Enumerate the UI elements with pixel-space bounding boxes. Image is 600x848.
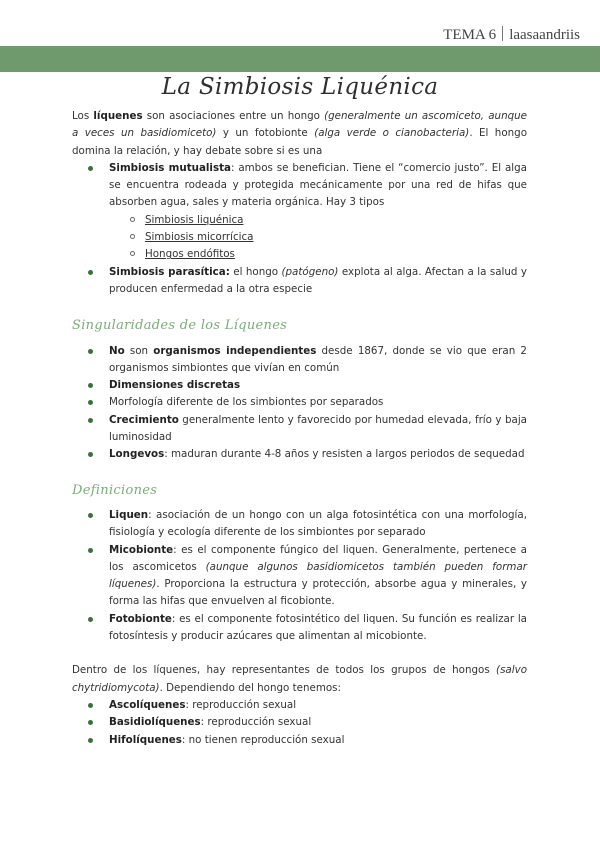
definiciones-list bbox=[72, 507, 527, 645]
list-item: Dimensiones discretas bbox=[72, 377, 527, 394]
list-item: Liquen: asociación de un hongo con un alga fotosintética con una morfología, fisiología y ecología diferente de los simbiontes por separado bbox=[72, 507, 527, 542]
list-item: Simbiosis parasítica: el hongo (patógeno) explota al alga. Afectan a la salud y producen enfermedad a la otra especie bbox=[72, 264, 527, 299]
bullet-icon bbox=[88, 400, 93, 405]
list-item: Morfología diferente de los simbiontes por separados bbox=[72, 394, 527, 411]
link-simbiosis-liquenica[interactable]: Simbiosis liquénica bbox=[145, 213, 244, 226]
list-item: Micobionte: es el componente fúngico del liquen. Generalmente, pertenece a los ascomicetos (aunque algunos basidiomicetos también pueden formar líquenes). Proporciona la estructura y protección, absorbe agua y minerales, y forma las hifas que envuelven al ficobionte. bbox=[72, 542, 527, 611]
list-item: Longevos: maduran durante 4-8 años y resisten a largos periodos de sequedad bbox=[72, 446, 527, 463]
grupos-paragraph: Dentro de los líquenes, hay representantes de todos los grupos de hongos (salvo chytridiomycota). Dependiendo del hongo tenemos: bbox=[72, 664, 527, 694]
symbiosis-list bbox=[72, 160, 527, 298]
bullet-icon bbox=[88, 383, 93, 388]
list-item: No son organismos independientes desde 1867, donde se vio que eran 2 organismos simbiontes que vivían en común bbox=[72, 343, 527, 378]
bullet-icon bbox=[88, 452, 93, 457]
link-hongos-endofitos[interactable]: Hongos endófitos bbox=[145, 248, 235, 261]
grupos-list bbox=[72, 697, 527, 749]
symbiosis-types-list bbox=[109, 212, 527, 264]
list-item: Basidiolíquenes: reproducción sexual bbox=[72, 714, 527, 731]
list-item: Crecimiento generalmente lento y favorecido por humedad elevada, frío y baja luminosidad bbox=[72, 412, 527, 447]
header-band bbox=[0, 46, 600, 72]
bullet-icon bbox=[88, 720, 93, 725]
header-separator bbox=[502, 26, 503, 41]
bullet-icon bbox=[88, 617, 93, 622]
bullet-icon bbox=[88, 418, 93, 423]
list-item[interactable] bbox=[109, 246, 527, 263]
section-heading-singularidades: Singularidades de los Líquenes bbox=[72, 318, 288, 334]
circle-bullet-icon bbox=[130, 251, 135, 256]
bullet-icon bbox=[88, 349, 93, 354]
singularidades-list bbox=[72, 343, 527, 464]
circle-bullet-icon bbox=[130, 234, 135, 239]
bullet-icon bbox=[88, 270, 93, 275]
document-body bbox=[72, 108, 527, 749]
bullet-icon bbox=[88, 738, 93, 743]
list-item: Hifolíquenes: no tienen reproducción sexual bbox=[72, 732, 527, 749]
page-header bbox=[443, 26, 580, 44]
bullet-icon bbox=[88, 513, 93, 518]
list-item: Fotobionte: es el componente fotosintético del liquen. Su función es realizar la fotosíntesis y producir azúcares que alimentan al micobionte. bbox=[72, 611, 527, 646]
header-tema: TEMA 6 bbox=[443, 27, 497, 43]
bullet-icon bbox=[88, 703, 93, 708]
list-item: Ascolíquenes: reproducción sexual bbox=[72, 697, 527, 714]
list-item[interactable] bbox=[109, 229, 527, 246]
list-item[interactable] bbox=[109, 212, 527, 229]
bullet-icon bbox=[88, 166, 93, 171]
header-author: laasaandriis bbox=[509, 27, 580, 43]
list-item: Simbiosis mutualista: ambos se benefician. Tiene el “comercio justo”. El alga se encuentra rodeada y protegida mecánicamente por una red de hifas que absorben agua, sales y materia orgánica. Hay 3 tipos Simbiosis liquénica Simbiosis micorrícica Hongos endófitos bbox=[72, 160, 527, 264]
bullet-icon bbox=[88, 548, 93, 553]
link-simbiosis-micorricica[interactable]: Simbiosis micorrícica bbox=[145, 231, 254, 244]
section-heading-definiciones: Definiciones bbox=[72, 482, 158, 498]
intro-paragraph: Los líquenes son asociaciones entre un hongo (generalmente un ascomiceto, aunque a veces un basidiomiceto) y un fotobionte (alga verde o cianobacteria). El hongo domina la relación, y hay debate sobre si es una bbox=[72, 110, 527, 157]
circle-bullet-icon bbox=[130, 217, 135, 222]
page-title: La Simbiosis Liquénica bbox=[161, 74, 439, 100]
